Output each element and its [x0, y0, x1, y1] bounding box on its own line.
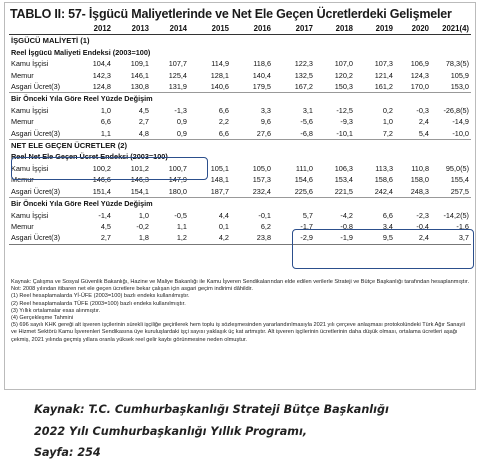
table-cell: 3,1	[302, 105, 313, 115]
table-cell: 107,7	[168, 59, 187, 69]
table-row	[9, 70, 471, 81]
table-cell: 113,3	[375, 163, 393, 173]
table-row	[9, 81, 471, 93]
table-cell: 154,1	[130, 186, 149, 196]
table-cell: 6,2	[260, 221, 271, 231]
table-cell: -9,3	[340, 117, 353, 127]
year-header: 2018	[315, 23, 355, 35]
table-cell: 132,5	[294, 70, 313, 80]
subsection-title	[9, 198, 471, 210]
caption-page: Sayfa: 254	[34, 446, 101, 459]
note-line: (2) Reel hesaplamalarda TÜFE (2003=100) bazlı endeks kullanılmıştır.	[11, 300, 186, 307]
note-line: (4) Gerçekleşme Tahmini	[11, 315, 74, 322]
table-notes	[11, 279, 471, 344]
table-cell: 0,1	[218, 221, 229, 231]
note-line: Not: 2008 yılından itibaren net ele geçen ücretlere bekar çalışan için asgari geçim indirimi dâhildir.	[11, 286, 253, 293]
table-cell: 3,4	[382, 221, 393, 231]
table-cell: 124,3	[410, 70, 429, 80]
subsection-title-label: Bir Önceki Yıla Göre Reel Yüzde Değişim	[9, 198, 471, 210]
year-header: 2015	[189, 23, 231, 35]
table-cell: 1,1	[176, 221, 187, 231]
table-cell: 1,0	[138, 210, 149, 220]
caption-source: Kaynak: T.C. Cumhurbaşkanlığı Strateji Bütçe Başkanlığı	[34, 403, 389, 416]
table-cell: 140,4	[252, 70, 271, 80]
table-cell: -14,9	[452, 117, 469, 127]
table-row	[9, 210, 471, 221]
table-cell: 4,5	[138, 105, 149, 115]
row-label: Memur	[11, 175, 34, 185]
table-cell: -0,5	[174, 210, 187, 220]
table-cell: 128,1	[210, 70, 229, 80]
table-cell: 3,7	[431, 232, 471, 244]
table-cell: 150,3	[334, 82, 353, 92]
table-cell: 5,4	[418, 128, 429, 138]
highlight-box-net-index	[11, 157, 208, 180]
section-title	[9, 140, 471, 152]
table-cell: 121,4	[374, 70, 393, 80]
table-cell: 146,1	[130, 70, 149, 80]
year-header: 2017	[273, 23, 315, 35]
table-cell: -10,1	[336, 128, 353, 138]
table-cell: 146,3	[130, 175, 149, 185]
table-cell: -0,1	[258, 210, 271, 220]
table-cell: 9,6	[260, 117, 271, 127]
table-cell: 242,4	[374, 186, 393, 196]
table-cell: 6,6	[100, 117, 111, 127]
table-cell: 130,8	[130, 82, 149, 92]
table-cell: 101,2	[130, 163, 149, 173]
table-cell: 7,2	[382, 128, 393, 138]
table-cell: 6,6	[382, 210, 393, 220]
table-cell: -2,9	[273, 232, 315, 244]
table-title: TABLO II: 57- İşgücü Maliyetlerinde ve Net Ele Geçen Ücretlerdeki Gelişmeler	[10, 7, 452, 21]
subsection-title-label: Reel İşgücü Maliyeti Endeksi (2003=100)	[11, 47, 151, 57]
table-cell: 110,8	[411, 163, 429, 173]
table-cell: 1,0	[382, 117, 393, 127]
table-cell: 4,2	[189, 232, 231, 244]
table-cell: 154,6	[294, 175, 313, 185]
table-cell: -4,2	[340, 210, 353, 220]
table-cell: -12,5	[336, 105, 353, 115]
year-header: 2019	[355, 23, 395, 35]
table-cell: -1,7	[300, 221, 313, 231]
table-cell: 2,2	[218, 117, 229, 127]
note-line: Kaynak: Çalışma ve Sosyal Güvenlik Bakanlığı, Hazine ve Maliye Bakanlığı ile Kamu İşveren Sendikalarından elde edilen verilerle Strateji ve Bütçe Başkanlığı tarafından hesaplanmıştır.	[11, 279, 469, 285]
table-cell: 257,5	[450, 186, 469, 196]
table-cell: 120,2	[334, 70, 353, 80]
table-cell: 148,1	[210, 175, 229, 185]
table-cell: 106,3	[334, 163, 353, 173]
table-cell: 100,2	[92, 163, 111, 173]
table-cell: 104,4	[92, 59, 111, 69]
document-page	[4, 2, 476, 390]
table-cell: -0,4	[416, 221, 429, 231]
table-cell: 167,2	[294, 82, 313, 92]
table-cell: 6,6	[218, 128, 229, 138]
table-cell: 225,6	[294, 186, 313, 196]
year-header: 2012	[75, 23, 113, 35]
table-cell: -1,3	[174, 105, 187, 115]
subsection-title-label: Reel Net Ele Geçen Ücret Endeksi (2003=100)	[11, 152, 168, 162]
table-cell: -1,9	[315, 232, 355, 244]
table-cell: 161,2	[374, 82, 393, 92]
table-cell: 1,2	[151, 232, 189, 244]
year-header: 2016	[231, 23, 273, 35]
data-table	[9, 23, 471, 245]
table-cell: 248,3	[410, 186, 429, 196]
row-label: Memur	[11, 117, 34, 127]
table-cell: 109,1	[130, 59, 149, 69]
section-title	[9, 35, 471, 47]
table-cell: 111,0	[295, 163, 313, 173]
table-cell: 170,0	[410, 82, 429, 92]
table-cell: 23,8	[231, 232, 273, 244]
table-cell: 180,0	[168, 186, 187, 196]
year-header: 2013	[113, 23, 151, 35]
row-label: Memur	[11, 70, 34, 80]
table-cell: 4,4	[218, 210, 229, 220]
table-cell: 106,9	[410, 59, 429, 69]
table-row	[9, 186, 471, 198]
table-cell: 122,3	[294, 59, 313, 69]
table-cell: 3,3	[260, 105, 271, 115]
table-cell: 100,7	[168, 163, 187, 173]
table-cell: 0,2	[382, 105, 393, 115]
table-cell: 118,6	[253, 59, 271, 69]
row-label: Asgari Ücret(3)	[11, 82, 61, 92]
table-row	[9, 128, 471, 140]
year-header: 2021(4)	[431, 23, 471, 35]
table-cell: 131,9	[168, 82, 187, 92]
subsection-title	[9, 47, 471, 58]
note-line: (3) Yıllık ortalamalar esas alınmıştır.	[11, 307, 101, 314]
highlight-box-recent-change	[292, 229, 474, 269]
table-cell: 147,9	[168, 175, 187, 185]
row-label: Kamu İşçisi	[11, 210, 49, 220]
table-cell: 27,6	[256, 128, 271, 138]
table-cell: 1,1	[100, 128, 111, 138]
table-cell: -1,4	[98, 210, 111, 220]
table-cell: 114,9	[211, 59, 229, 69]
caption-program: 2022 Yılı Cumhurbaşkanlığı Yıllık Programı,	[34, 425, 308, 438]
table-cell: 232,4	[252, 186, 271, 196]
row-label: Asgari Ücret(3)	[9, 232, 75, 244]
table-cell: 4,8	[138, 128, 149, 138]
table-cell: 140,6	[210, 82, 229, 92]
table-cell: 107,3	[374, 59, 393, 69]
table-cell: 157,3	[252, 175, 271, 185]
table-cell: 9,5	[355, 232, 395, 244]
table-cell: 5,7	[302, 210, 313, 220]
table-cell: 158,6	[374, 175, 393, 185]
section-title-label: NET ELE GEÇEN ÜCRETLER (2)	[9, 140, 471, 152]
table-cell: 1,0	[100, 105, 111, 115]
table-cell: 2,7	[75, 232, 113, 244]
table-cell: -26,8(5)	[443, 105, 469, 115]
row-label: Asgari Ücret(3)	[11, 186, 61, 196]
table-cell: 187,7	[210, 186, 229, 196]
table-cell: 105,1	[210, 163, 229, 173]
table-cell: 2,4	[418, 117, 429, 127]
table-cell: -0,2	[136, 221, 149, 231]
row-label: Kamu İşçisi	[11, 105, 49, 115]
table-cell: 221,5	[334, 186, 353, 196]
table-cell: 151,4	[92, 186, 111, 196]
row-label: Kamu İşçisi	[11, 59, 49, 69]
table-cell: 146,6	[92, 175, 111, 185]
table-cell: 158,0	[410, 175, 429, 185]
year-header: 2014	[151, 23, 189, 35]
row-label: Asgari Ücret(3)	[11, 128, 61, 138]
table-cell: 179,5	[252, 82, 271, 92]
note-line: (1) Reel hesaplamalarda Yİ-ÜFE (2003=100) bazlı endeks kullanılmıştır.	[11, 293, 190, 300]
header-corner	[9, 23, 75, 35]
table-header-row	[9, 23, 471, 35]
table-cell: 142,3	[92, 70, 111, 80]
table-cell: 153,4	[334, 175, 353, 185]
table-cell: 0,9	[176, 128, 187, 138]
table-cell: 124,8	[92, 82, 111, 92]
table-cell: 6,6	[218, 105, 229, 115]
table-cell: 153,0	[450, 82, 469, 92]
table-cell: 2,7	[138, 117, 149, 127]
year-header: 2020	[395, 23, 431, 35]
table-cell: -1,6	[456, 221, 469, 231]
table-cell: -2,3	[416, 210, 429, 220]
subsection-title	[9, 93, 471, 105]
table-cell: -10,0	[452, 128, 469, 138]
table-cell: -14,2(5)	[443, 210, 469, 220]
table-row	[9, 116, 471, 127]
table-cell: -6,8	[300, 128, 313, 138]
table-cell: 0,9	[176, 117, 187, 127]
table-cell: 2,4	[395, 232, 431, 244]
note-line: (5) 696 sayılı KHK gereği alt işveren işçilerinin sürekli işçiliğe geçirilerek hem toplu iş sözleşmesinden yararlandırılmasıyla 2021 yılı çerçeve anlaşması protokolündeki Türk Ağır Sanayii ve Hizmet Sektörü Kamu İşverenleri Sendikasına üye kuruluşlardaki işçi sayısı yaklaşık üç kat artmıştır. Alt işveren işçilerinin ücretlerinin daha düşük olması, ortalama ücretleri aşağı çekmiş, 2021 yılında geçmiş yıllara oranla yüksek reel gelir kaybı görünmesine neden olmuştur.	[11, 322, 465, 343]
table-cell: 155,4	[450, 175, 469, 185]
table-cell: 105,0	[252, 163, 271, 173]
row-label: Kamu İşçisi	[11, 163, 49, 173]
subsection-title-label: Bir Önceki Yıla Göre Reel Yüzde Değişim	[9, 93, 471, 105]
section-title-label: İŞGÜCÜ MALİYETİ (1)	[9, 35, 471, 47]
table-cell: 105,9	[450, 70, 469, 80]
table-cell: 107,0	[334, 59, 353, 69]
table-cell: 1,8	[113, 232, 151, 244]
table-cell: 4,5	[100, 221, 111, 231]
table-cell: -5,6	[300, 117, 313, 127]
table-row	[9, 105, 471, 116]
row-label: Memur	[11, 221, 34, 231]
table-cell: 125,4	[168, 70, 187, 80]
table-row	[9, 58, 471, 69]
table-cell: -0,3	[416, 105, 429, 115]
table-cell: -0,8	[340, 221, 353, 231]
table-cell: 78,3(5)	[445, 59, 469, 69]
table-cell: 95,0(5)	[445, 163, 469, 173]
